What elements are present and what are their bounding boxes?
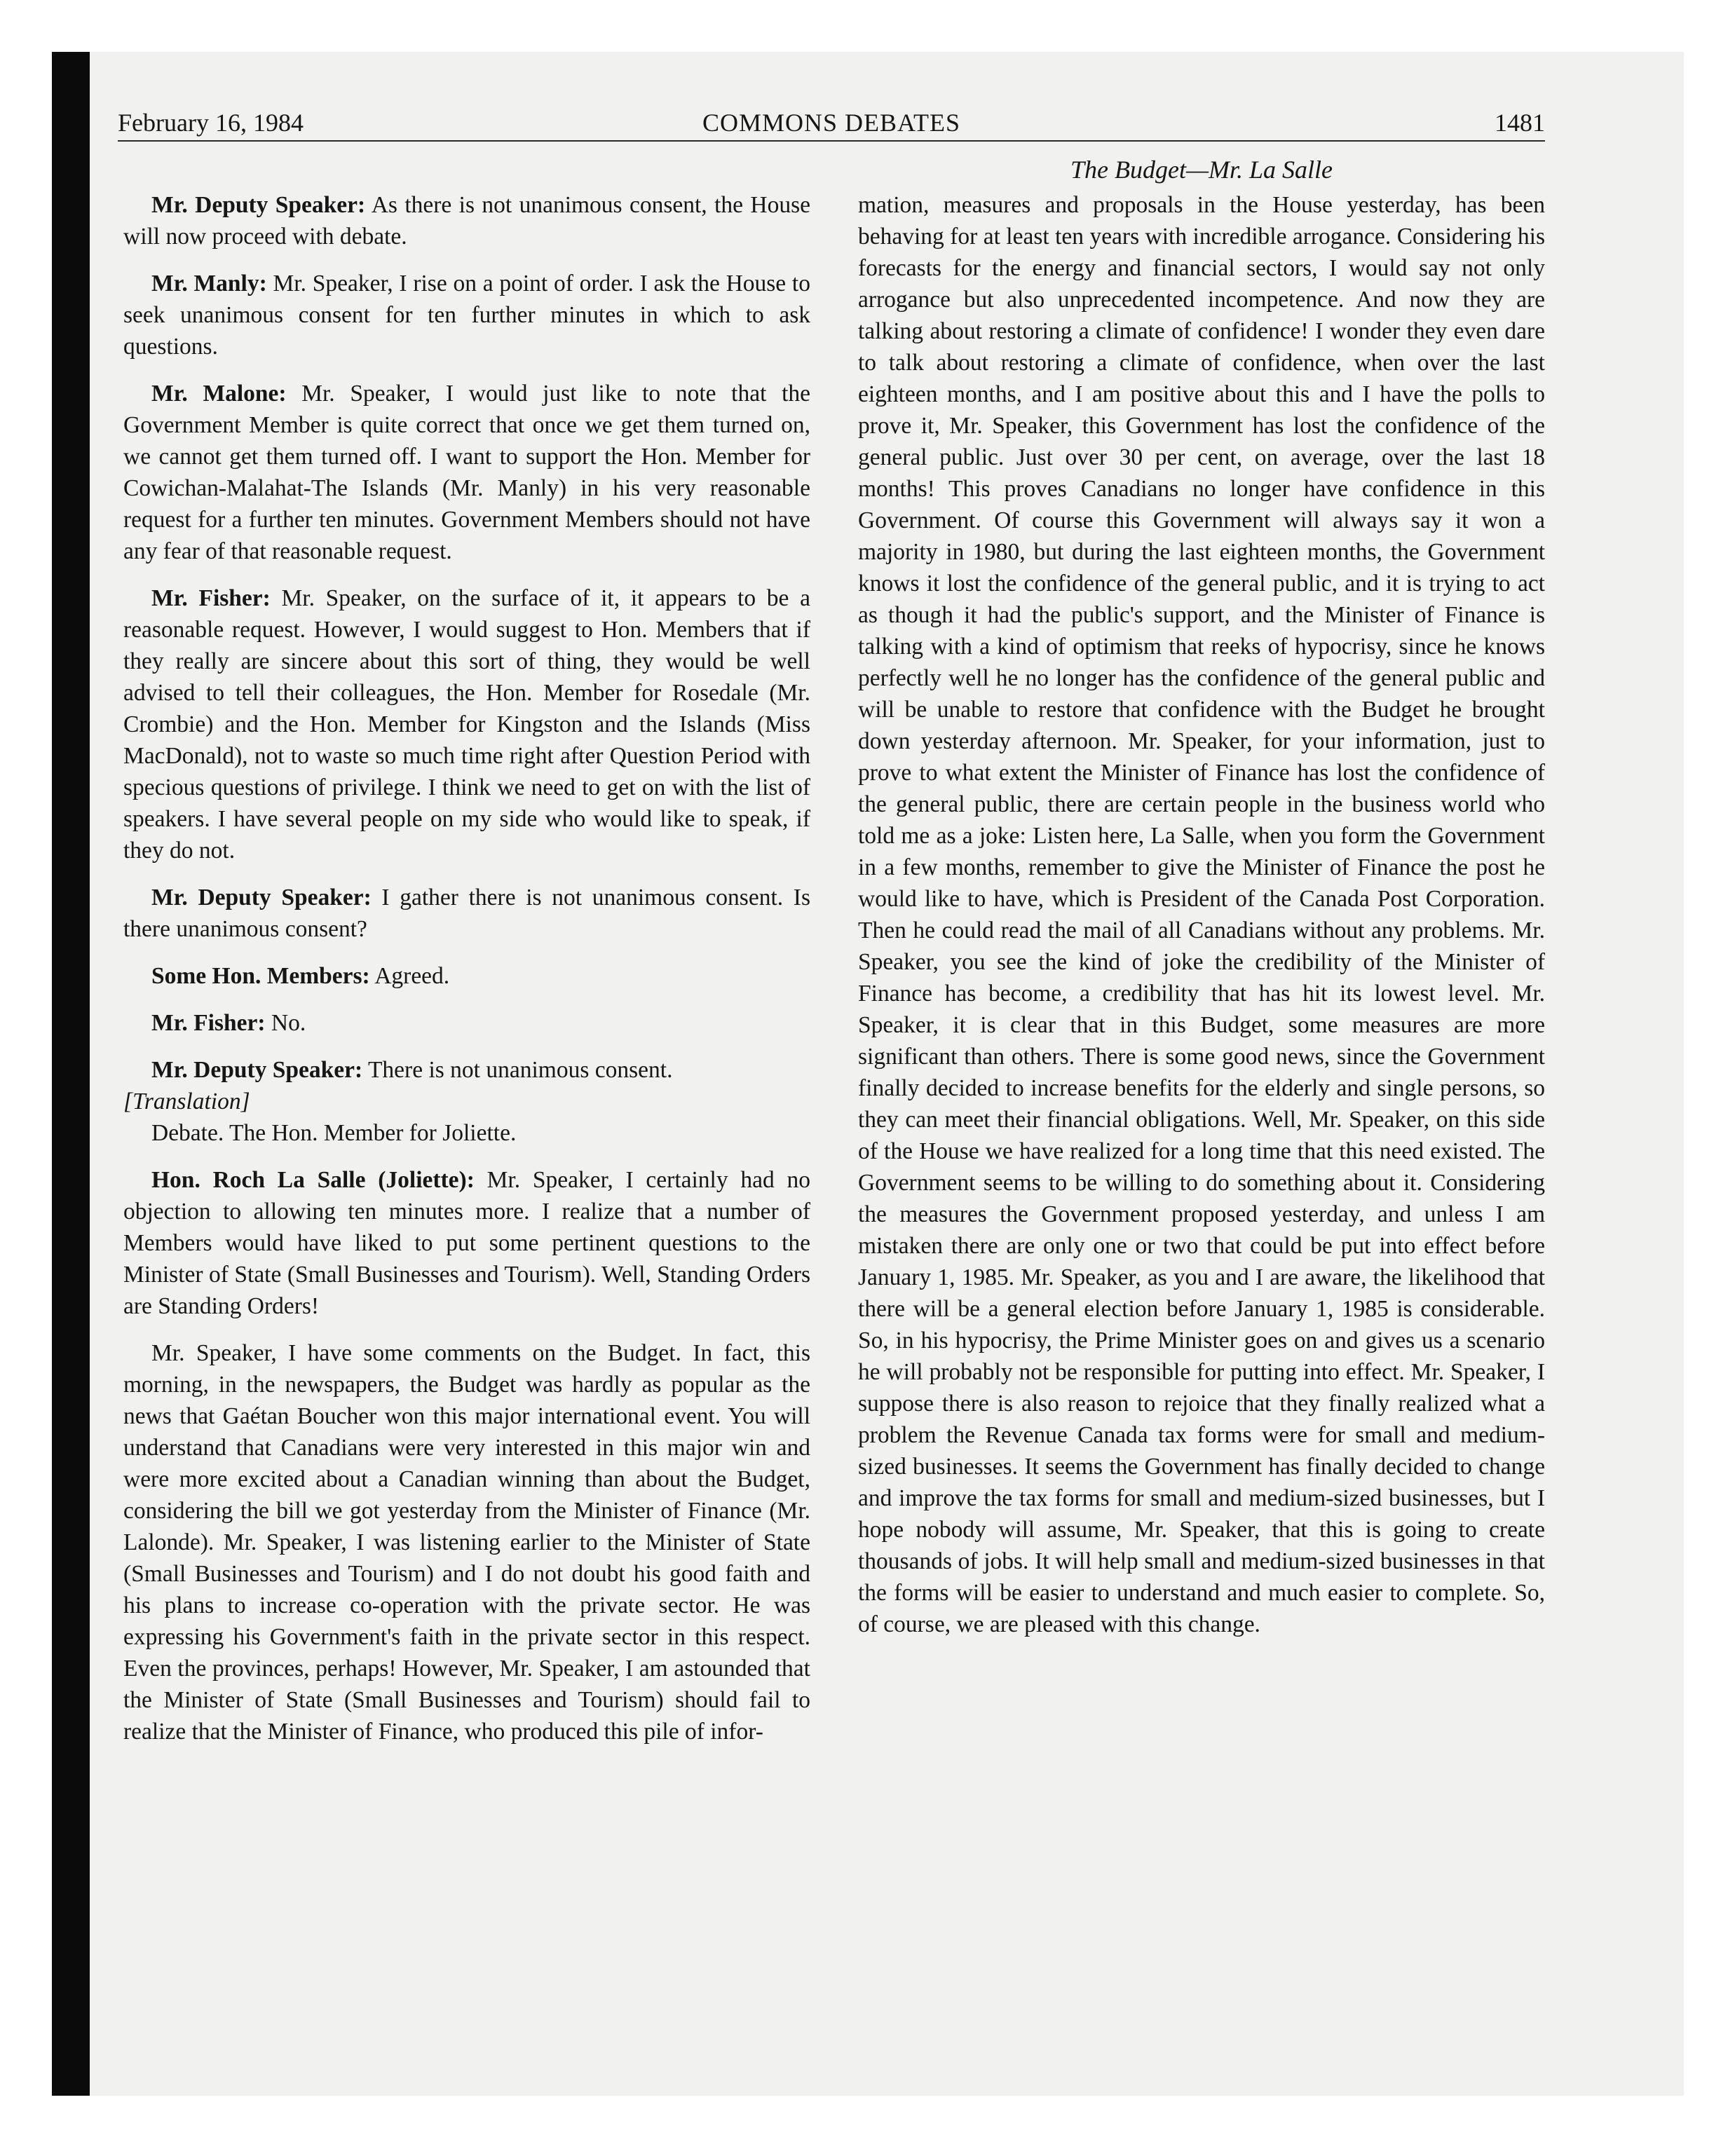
speech-text: Mr. Speaker, I would just like to note that the Government Member is quite correct that once we get them turned on, we cannot get them turned off. I want to support the Hon. Member for Cowichan-Malahat-The Islands (Mr. Manly) in his very reasonable request for a further ten minutes. Government Members should not have any fear of that reasonable request. bbox=[123, 381, 810, 564]
speaker-name: Hon. Roch La Salle (Joliette): bbox=[151, 1167, 475, 1193]
speaker-name: Mr. Deputy Speaker: bbox=[151, 885, 372, 910]
speech-paragraph bbox=[123, 1054, 810, 1086]
speech-text: Mr. Speaker, on the surface of it, it appears to be a reasonable request. However, I would suggest to Hon. Members that if they really are sincere about this sort of thing, they would be well advised to tell their colleagues, the Hon. Member for Rosedale (Mr. Crombie) and the Hon. Member for Kingston and the Islands (Miss MacDonald), not to waste so much time right after Question Period with specious questions of privilege. I think we need to get on with the list of speakers. I have several people on my side who would like to speak, if they do not. bbox=[123, 585, 810, 864]
page-header bbox=[118, 105, 1545, 140]
speech-paragraph bbox=[123, 268, 810, 362]
speech-paragraph bbox=[123, 960, 810, 992]
speech-paragraph bbox=[123, 1337, 810, 1747]
speech-paragraph bbox=[123, 1164, 810, 1322]
speech-paragraph bbox=[123, 582, 810, 866]
speaker-name: Mr. Fisher: bbox=[151, 585, 271, 611]
page-number: 1481 bbox=[1495, 109, 1545, 137]
speech-paragraph bbox=[123, 1007, 810, 1039]
header-title: COMMONS DEBATES bbox=[702, 109, 961, 137]
speech-paragraph bbox=[123, 882, 810, 945]
speech-paragraph bbox=[123, 378, 810, 567]
speech-text: Debate. The Hon. Member for Joliette. bbox=[151, 1120, 517, 1146]
speech-paragraph bbox=[123, 189, 810, 252]
speech-paragraph bbox=[123, 1117, 810, 1149]
speech-text: Mr. Speaker, I have some comments on the Budget. In fact, this morning, in the newspapers, the Budget was hardly as popular as the news that Gaétan Boucher won this major international event. You will understand that Canadians were very interested in this major win and were more excited about a Canadian winning than about the Budget, considering the bill we got yesterday from the Minister of Finance (Mr. Lalonde). Mr. Speaker, I was listening earlier to the Minister of State (Small Businesses and Tourism) and I do not doubt his good faith and his plans to increase co-operation with the private sector. He was expressing his Government's faith in the private sector in this respect. Even the provinces, perhaps! However, Mr. Speaker, I am astounded that the Minister of State (Small Businesses and Tourism) should fail to realize that the Minister of Finance, who produced this pile of infor- bbox=[123, 1340, 810, 1745]
header-date: February 16, 1984 bbox=[118, 109, 304, 137]
speech-text: Agreed. bbox=[369, 963, 450, 989]
speech-text: Mr. Speaker, I certainly had no objection to allowing ten minutes more. I realize that a number of Members would have liked to put some pertinent questions to the Minister of State (Small Businesses and Tourism). Well, Standing Orders are Standing Orders! bbox=[123, 1167, 810, 1319]
header-rule bbox=[118, 140, 1545, 142]
binding-edge bbox=[52, 52, 90, 2096]
speech-paragraph bbox=[858, 189, 1545, 1640]
speech-text: There is not unanimous consent. bbox=[362, 1057, 673, 1083]
speaker-name: Mr. Deputy Speaker: bbox=[151, 192, 366, 218]
speaker-name: Mr. Deputy Speaker: bbox=[151, 1057, 363, 1083]
speech-text: Mr. Speaker, I rise on a point of order. I ask the House to seek unanimous consent for ten further minutes in which to ask questions. bbox=[123, 271, 810, 360]
speech-text: No. bbox=[265, 1010, 306, 1036]
speaker-name: Mr. Manly: bbox=[151, 271, 267, 296]
speech-text: I gather there is not unanimous consent. Is there unanimous consent? bbox=[123, 885, 810, 942]
left-column bbox=[123, 189, 810, 1763]
running-head: The Budget—Mr. La Salle bbox=[1070, 156, 1333, 184]
speaker-name: Some Hon. Members: bbox=[151, 963, 370, 989]
speech-text: As there is not unanimous consent, the House will now proceed with debate. bbox=[123, 192, 810, 250]
speaker-name: Mr. Malone: bbox=[151, 381, 287, 407]
right-column bbox=[858, 189, 1545, 1656]
translation-tag: [Translation] bbox=[123, 1089, 250, 1114]
speech-text: mation, measures and proposals in the House yesterday, has been behaving for at least ten years with incredible arrogance. Considering his forecasts for the energy and financial sectors, I would say not only arrogance but also unprecedented incompetence. And now they are talking about restoring a climate of confidence! I wonder they even dare to talk about restoring a climate of confidence, when over the last eighteen months, and I am positive about this and I have the polls to prove it, Mr. Speaker, this Government has lost the confidence of the general public. Just over 30 per cent, on average, over the last 18 months! This proves Canadians no longer have confidence in this Government. Of course this Government will always say it won a majority in 1980, but during the last eighteen months, the Government knows it lost the confidence of the general public, and it is trying to act as though it had the public's support, and the Minister of Finance is talking with a kind of optimism that reeks of hypocrisy, since he knows perfectly well he no longer has the confidence of the general public and will be unable to restore that confidence with the Budget he brought down yesterday afternoon. Mr. Speaker, for your information, just to prove to what extent the Minister of Finance has lost the confidence of the general public, there are certain people in the business world who told me as a joke: Listen here, La Salle, when you form the Government in a few months, remember to give the Minister of Finance the post he would like to have, which is President of the Canada Post Corporation. Then he could read the mail of all Canadians without any problems. Mr. Speaker, you see the kind of joke the credibility of the Minister of Finance has become, a credibility that has hit its lowest level. Mr. Speaker, it is clear that in this Budget, some measures are more significant than others. There is some good news, since the Government finally decided to increase benefits for the elderly and single persons, so they can meet their financial obligations. Well, Mr. Speaker, on this side of the House we have realized for a long time that this need existed. The Government seems to be willing to do something about it. Considering the measures the Government proposed yesterday, and unless I am mistaken there are only one or two that could be put into effect before January 1, 1985. Mr. Speaker, as you and I are aware, the likelihood that there will be a general election before January 1, 1985 is considerable. So, in his hypocrisy, the Prime Minister goes on and gives us a scenario he will probably not be responsible for putting into effect. Mr. Speaker, I suppose there is also reason to rejoice that they finally realized what a problem the Revenue Canada tax forms were for small and medium-sized businesses. It seems the Government has finally decided to change and improve the tax forms for small and medium-sized businesses, but I hope nobody will assume, Mr. Speaker, that this is going to create thousands of jobs. It will help small and medium-sized businesses in that the forms will be easier to understand and much easier to complete. So, of course, we are pleased with this change. bbox=[858, 192, 1545, 1637]
speaker-name: Mr. Fisher: bbox=[151, 1010, 266, 1036]
